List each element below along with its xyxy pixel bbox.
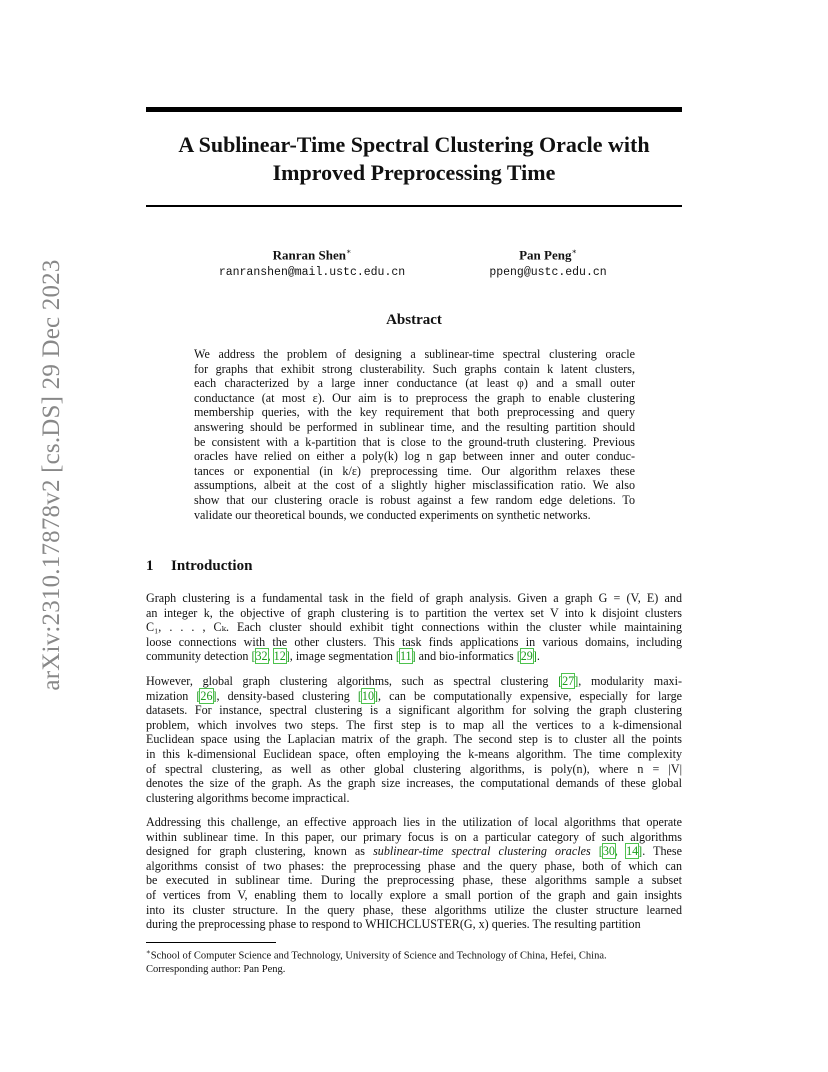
footnote-line-2: Corresponding author: Pan Peng. xyxy=(146,963,286,975)
paragraph-line xyxy=(146,762,682,777)
abstract-line: assumptions, albeit at the cost of a slightly higher misclassification ratio. We also xyxy=(194,478,635,493)
abstract-line: answering should be performed in sublinear time, and the resulting partition should xyxy=(194,419,635,434)
paragraph-line xyxy=(146,747,682,762)
paper-title xyxy=(146,131,682,187)
text-run: Addressing this challenge, an effective approach lies in the utilization of local algorithms that operate xyxy=(146,815,682,829)
abstract-line: conductance (at most ε). Our aim is to preprocess the graph to enable clustering xyxy=(194,390,635,405)
section-number: 1 xyxy=(146,558,154,574)
paragraph-line xyxy=(146,815,682,830)
paragraph-line xyxy=(146,703,682,718)
paragraph-line xyxy=(146,718,682,733)
author-email[interactable]: ppeng@ustc.edu.cn xyxy=(489,266,607,280)
footnote-line-1: ∗School of Computer Science and Technology, University of Science and Technology of China, Hefei, China. xyxy=(146,948,607,962)
title-line-1: A Sublinear-Time Spectral Clustering Oracle with xyxy=(178,132,650,157)
intro-paragraph-1 xyxy=(146,591,682,664)
title-line-2: Improved Preprocessing Time xyxy=(272,160,556,185)
abstract-line: be consistent with a k-partition that is close to the ground-truth clustering. Previous xyxy=(194,434,635,449)
text-run: community detection xyxy=(146,649,252,664)
paragraph-line xyxy=(146,776,682,791)
text-run: , density-based clustering xyxy=(216,688,358,703)
citation-link[interactable]: [11] xyxy=(395,649,416,664)
paragraph-line xyxy=(146,830,682,845)
abstract-heading: Abstract xyxy=(386,312,442,328)
citation-link[interactable]: [30, 14] xyxy=(598,844,643,859)
paragraph-line xyxy=(146,844,682,859)
paragraph-line xyxy=(146,873,682,888)
text-run: datasets. For instance, spectral clustering is a significant algorithm for solving the graph clustering xyxy=(146,703,682,718)
abstract-line: for graphs that exhibit strong clusterability. Such graphs contain k latent clusters, xyxy=(194,361,635,376)
paragraph-line xyxy=(146,591,682,606)
abstract-line: each characterized by a large inner conductance (at least φ) and a small outer xyxy=(194,376,635,391)
author-name: Ranran Shen∗ xyxy=(272,247,352,263)
title-bottom-rule xyxy=(146,205,682,207)
abstract-body xyxy=(194,347,635,522)
text-run xyxy=(591,844,599,858)
paragraph-line xyxy=(146,620,682,635)
text-run: designed for graph clustering, known as xyxy=(146,844,374,859)
text-run: of spectral clustering, as well as other global clustering algorithms, is poly(n), where n = |V| xyxy=(146,761,682,776)
intro-paragraph-3 xyxy=(146,815,682,932)
citation-link[interactable]: [26] xyxy=(196,688,217,703)
text-run: be executed in sublinear time. During the preprocessing phase, these algorithms sample a subset xyxy=(146,873,682,888)
text-run: an integer k, the objective of graph clustering is to partition the vertex set V into k disjoint clusters xyxy=(146,605,682,620)
paragraph-line xyxy=(146,791,682,806)
abstract-line: oracles have relied on either a poly(k) log n gap between inner and outer conduc- xyxy=(194,449,635,464)
abstract-line: membership queries, with the key requirement that both preprocessing and query xyxy=(194,405,635,420)
text-run: Euclidean space using the Laplacian matrix of the graph. The second step is to cluster all the points xyxy=(146,732,682,747)
text-run: Graph clustering is a fundamental task in the field of graph analysis. Given a graph G = (V, E) and xyxy=(146,591,682,605)
paragraph-line xyxy=(146,635,682,650)
citation-link[interactable]: [32, 12] xyxy=(251,649,290,664)
title-top-rule xyxy=(146,107,682,112)
paragraph-line xyxy=(146,917,682,932)
text-run: , modularity maxi- xyxy=(578,674,682,688)
text-run: in this k-dimensional Euclidean space, often employing the k-means algorithm. The time complexity xyxy=(146,746,682,761)
paragraph-line xyxy=(146,859,682,874)
footnote-rule xyxy=(146,942,276,943)
paragraph-line xyxy=(146,888,682,903)
text-run: problem, which involves two steps. The first step is to map all the vertices to a k-dimensional xyxy=(146,717,682,732)
text-run: C₁, . . . , Cₖ. Each cluster should exhibit tight connections within the cluster while maintaining xyxy=(146,620,682,635)
paragraph-line xyxy=(146,732,682,747)
paragraph-line xyxy=(146,689,682,704)
text-run: algorithms consist of two phases: the preprocessing phase and the query phase, both of which can xyxy=(146,858,682,873)
text-run: loose connections with the other clusters. This task finds applications in various domains, including xyxy=(146,634,682,649)
author-email[interactable]: ranranshen@mail.ustc.edu.cn xyxy=(218,266,406,280)
text-run: . xyxy=(536,649,540,664)
arxiv-identifier-stamp: arXiv:2310.17878v2 [cs.DS] 29 Dec 2023 xyxy=(38,259,65,691)
intro-paragraph-2 xyxy=(146,674,682,805)
citation-link[interactable]: [10] xyxy=(357,688,379,703)
text-run: into its cluster structure. In the query phase, these algorithms utilize the cluster structure learned xyxy=(146,902,682,917)
text-run: mization xyxy=(146,688,197,703)
text-run: , can be computationally expensive, especially for large xyxy=(378,688,682,703)
citation-link[interactable]: [27] xyxy=(558,674,579,688)
section-title: Introduction xyxy=(171,558,253,574)
abstract-line: validate our theoretical bounds, we conducted experiments on synthetic networks. xyxy=(194,507,591,522)
section-heading-introduction xyxy=(146,557,252,575)
text-run: clustering algorithms become impractical. xyxy=(146,790,350,805)
text-run: within sublinear time. In this paper, our primary focus is on a particular category of such algorithms xyxy=(146,829,682,844)
paragraph-line xyxy=(146,606,682,621)
paragraph-line xyxy=(146,649,682,664)
paragraph-line xyxy=(146,674,682,689)
text-run: and bio-informatics xyxy=(415,649,517,664)
footnote xyxy=(146,946,682,976)
text-run: , image segmentation xyxy=(289,649,396,664)
text-run: during the preprocessing phase to respond to WHICHCLUSTER(G, x) queries. The resulting partition xyxy=(146,917,641,932)
abstract-line: tances or exponential (in k/ε) preprocessing time. Our algorithm relaxes these xyxy=(194,463,635,478)
text-run: of vertices from V, enabling them to locally explore a small portion of the graph and gain insights xyxy=(146,887,682,902)
citation-link[interactable]: [29] xyxy=(516,649,537,664)
abstract-line: show that our clustering oracle is robust against a few random edge deletions. To xyxy=(194,492,635,507)
author-block-1 xyxy=(182,244,442,280)
text-run: . These xyxy=(642,844,682,859)
author-name: Pan Peng∗ xyxy=(519,247,577,263)
paragraph-line xyxy=(146,903,682,918)
abstract-line: We address the problem of designing a sublinear-time spectral clustering oracle xyxy=(194,347,635,361)
text-run: sublinear-time spectral clustering oracles xyxy=(373,844,591,859)
text-run: However, global graph clustering algorithms, such as spectral clustering xyxy=(146,674,559,688)
author-block-2 xyxy=(418,244,678,280)
text-run: denotes the size of the graph. As the graph size increases, the computational demands of these global xyxy=(146,776,682,791)
